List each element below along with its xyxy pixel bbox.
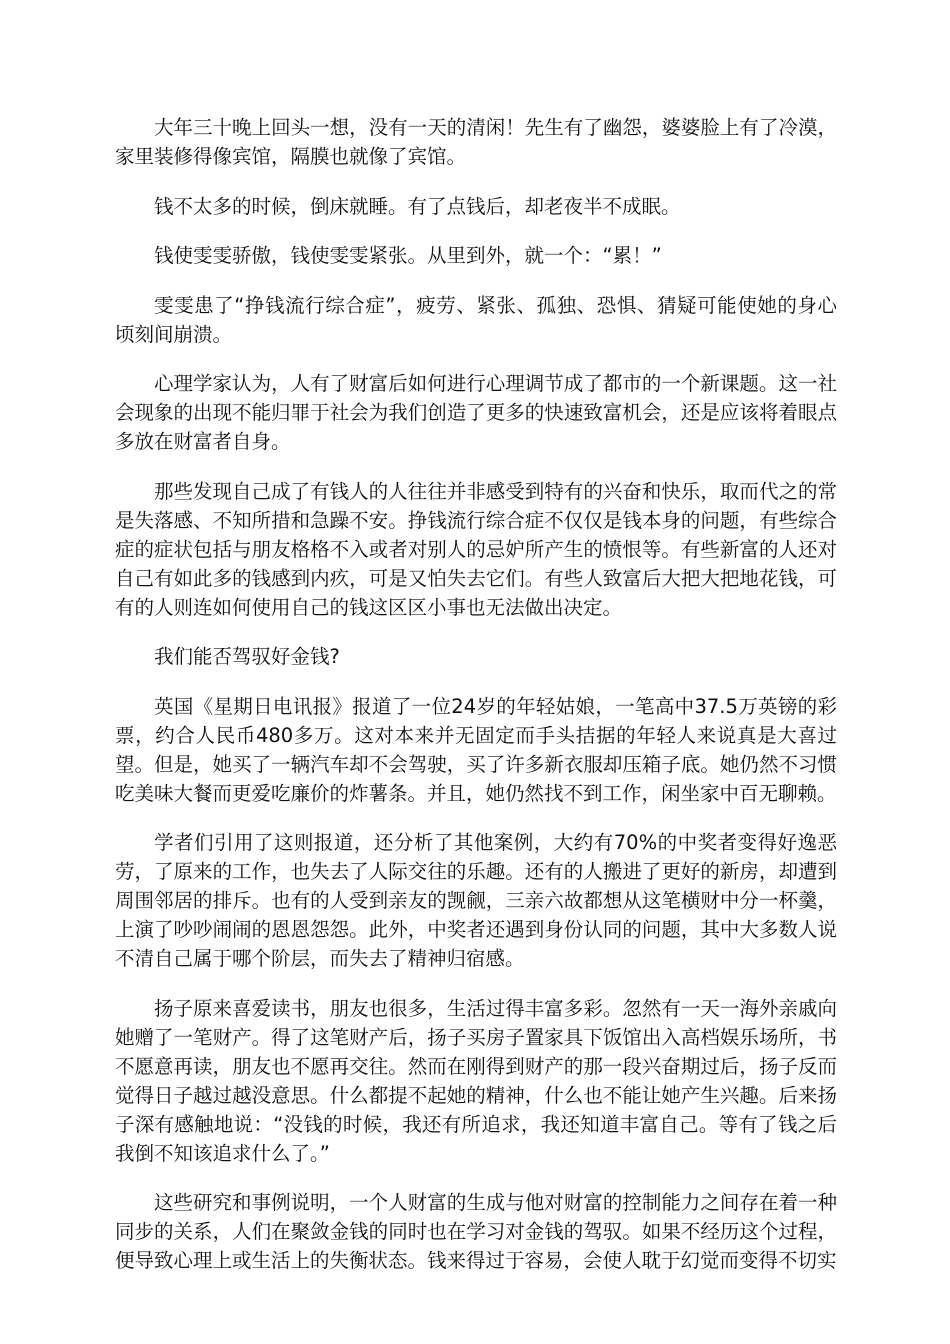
paragraph-sleep: 钱不太多的时候，倒床就睡。有了点钱后，却老夜半不成眠。	[154, 194, 681, 218]
paragraph-lottery-story: 英国《星期日电讯报》报道了一位24岁的年轻姑娘，一笔高中37.5万英镑的彩票，约合人民币480多万。这对本来并无固定而手头拮据的年轻人来说真是大喜过望。但是，她买了一辆汽车却不会驾驶，买了许多新衣服却压箱子底。她仍然不习惯吃美味大餐而更爱吃廉价的炸薯条。并且，她仍然找不到工作，闲坐家中百无聊赖。	[115, 694, 837, 805]
paragraph-question: 我们能否驾驭好金钱?	[154, 645, 340, 668]
paragraph-yangzi: 扬子原来喜爱读书，朋友也很多，生活过得丰富多彩。忽然有一天一海外亲戚向她赠了一笔财产。得了这笔财产后，扬子买房子置家具下饭馆出入高档娱乐场所，书不愿意再读，朋友也不愿再交往。然而在刚得到财产的那一段兴奋期过后，扬子反而觉得日子越过越没意思。什么都提不起她的精神，什么也不能让她产生兴趣。后来扬子深有感触地说：“没钱的时候，我还有所追求，我还知道丰富自己。等有了钱之后我倒不知该追求什么了。”	[115, 996, 837, 1165]
document-page	[115, 113, 837, 1296]
paragraph-new-rich: 那些发现自己成了有钱人的人往往并非感受到特有的兴奋和快乐，取而代之的常是失落感、不知所措和急躁不安。挣钱流行综合症不仅仅是钱本身的问题，有些综合症的症状包括与朋友格格不入或者对别人的忌妒所产生的愤恨等。有些新富的人还对自己有如此多的钱感到内疚，可是又怕失去它们。有些人致富后大把大把地花钱，可有的人则连如何使用自己的钱这区区小事也无法做出决定。	[115, 479, 837, 619]
paragraph-tired: 钱使雯雯骄傲，钱使雯雯紧张。从里到外，就一个：“累！”	[154, 244, 662, 267]
paragraph-new-year-reflection: 大年三十晚上回头一想，没有一天的清闲！先生有了幽怨，婆婆脸上有了冷漠，家里装修得像宾馆，隔膜也就像了宾馆。	[115, 116, 837, 168]
paragraph-scholars: 学者们引用了这则报道，还分析了其他案例，大约有70%的中奖者变得好逸恶劳，了原来的工作，也失去了人际交往的乐趣。还有的人搬进了更好的新房，却遭到周围邻居的排斥。也有的人受到亲友的觊觎，三亲六故都想从这笔横财中分一杯羹，上演了吵吵闹闹的恩恩怨怨。此外，中奖者还遇到身份认同的问题，其中大多数人说不清自己属于哪个阶层，而失去了精神归宿感。	[115, 831, 837, 970]
paragraph-syndrome: 雯雯患了“挣钱流行综合症”，疲劳、紧张、孤独、恐惧、猜疑可能使她的身心顷刻间崩溃。	[115, 293, 837, 346]
paragraph-psychologist: 心理学家认为，人有了财富后如何进行心理调节成了都市的一个新课题。这一社会现象的出现不能归罪于社会为我们创造了更多的快速致富机会，还是应该将着眼点多放在财富者自身。	[115, 372, 837, 453]
paragraph-conclusion: 这些研究和事例说明，一个人财富的生成与他对财富的控制能力之间存在着一种同步的关系，人们在聚敛金钱的同时也在学习对金钱的驾驭。如果不经历这个过程，便导致心理上或生活上的失衡状态。钱来得过于容易，会使人耽于幻觉而变得不切实	[115, 1191, 837, 1272]
